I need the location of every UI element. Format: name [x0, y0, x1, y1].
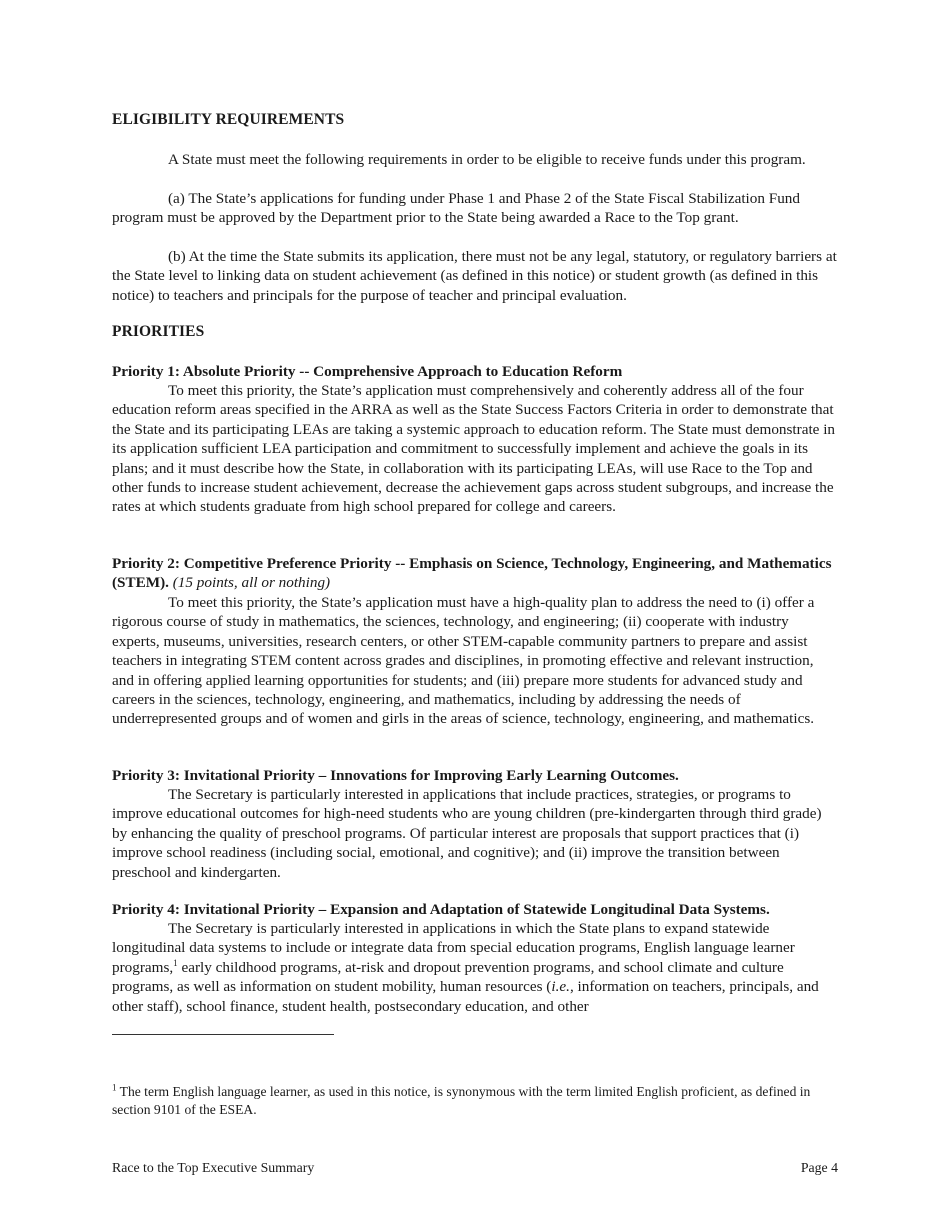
eligibility-heading: ELIGIBILITY REQUIREMENTS [112, 111, 345, 128]
priority-4-body-part3: , information on teachers, principals, and other staff), school finance, student health, postsecondary education, and other [112, 978, 819, 1015]
priority-2-points-note: (15 points, all or nothing) [172, 574, 331, 592]
footer-title: Race to the Top Executive Summary [112, 1160, 315, 1175]
priority-2-heading [112, 554, 838, 593]
priority-1-title: Priority 1: Absolute Priority -- Comprehensive Approach to Education Reform [112, 363, 623, 380]
priorities-heading: PRIORITIES [112, 323, 205, 340]
footnote [112, 1083, 838, 1118]
priority-3-body: The Secretary is particularly interested in applications that include practices, strategies, or programs to improve educational outcomes for high-need students who are young children (pre-kindergarten through third grade) by enhancing the quality of preschool programs. Of particular interest are proposals that support practices that (i) improve school readiness (including social, emotional, and cognitive); and (ii) improve the transition between preschool and kindergarten. [112, 786, 822, 881]
eligibility-item-b: (b) At the time the State submits its application, there must not be any legal, statutory, or regulatory barriers at the State level to linking data on student achievement (as defined in this notice) or student growth (as defined in this notice) to teachers and principals for the purpose of teacher and principal evaluation. [112, 248, 837, 304]
priority-4-title: Priority 4: Invitational Priority – Expansion and Adaptation of Statewide Longitudinal Data Systems. [112, 901, 770, 918]
priority-2-body: To meet this priority, the State’s application must have a high-quality plan to address the need to (i) offer a rigorous course of study in mathematics, the sciences, technology, and engineering; (ii) cooperate with industry experts, museums, universities, research centers, or other STEM-capable community partners to prepare and assist teachers in integrating STEM content across grades and disciplines, in promoting effective and relevant instruction, and in offering applied learning opportunities for students; and (iii) prepare more students for advanced study and careers in the sciences, technology, engineering, and mathematics, including by addressing the needs of underrepresented groups and of women and girls in the areas of science, technology, engineering, and mathematics. [112, 594, 815, 728]
footnote-marker: 1 [112, 1082, 117, 1093]
eligibility-intro: A State must meet the following requirements in order to be eligible to receive funds under this program. [168, 151, 806, 168]
footnote-separator [112, 1034, 334, 1035]
priority-4-body-part2: early childhood programs, at-risk and dropout prevention programs, and school climate and culture programs, as well as information on student mobility, human resources ( [112, 958, 784, 996]
priority-3-title: Priority 3: Invitational Priority – Innovations for Improving Early Learning Outcomes. [112, 767, 679, 784]
priority-2-title: Priority 2: Competitive Preference Priority -- Emphasis on Science, Technology, Engineering, and Mathematics (STEM). [112, 555, 832, 592]
footer-page-number: Page 4 [800, 1160, 838, 1175]
footnote-reference[interactable]: 1 [173, 957, 178, 968]
priority-4-body [112, 919, 838, 1016]
priority-4-body-part1: The Secretary is particularly interested in applications in which the State plans to expand statewide longitudinal data systems to include or integrate data from special education programs, English language learner programs, [112, 920, 795, 976]
footnote-text: The term English language learner, as used in this notice, is synonymous with the term limited English proficient, as defined in section 9101 of the ESEA. [112, 1084, 811, 1117]
eligibility-item-a: (a) The State’s applications for funding under Phase 1 and Phase 2 of the State Fiscal Stabilization Fund program must be approved by the Department prior to the State being awarded a Race to the Top grant. [112, 190, 800, 227]
priority-4-body-ie: i.e. [551, 978, 570, 996]
priority-1-body: To meet this priority, the State’s application must comprehensively and coherently address all of the four education reform areas specified in the ARRA as well as the State Success Factors Criteria in order to demonstrate that the State and its participating LEAs are taking a systemic approach to education reform. The State must demonstrate in its application sufficient LEA participation and commitment to successfully implement and achieve the goals in its plans; and it must describe how the State, in collaboration with its participating LEAs, will use Race to the Top and other funds to increase student achievement, decrease the achievement gaps across student subgroups, and increase the rates at which students graduate from high school prepared for college and careers. [112, 382, 836, 516]
